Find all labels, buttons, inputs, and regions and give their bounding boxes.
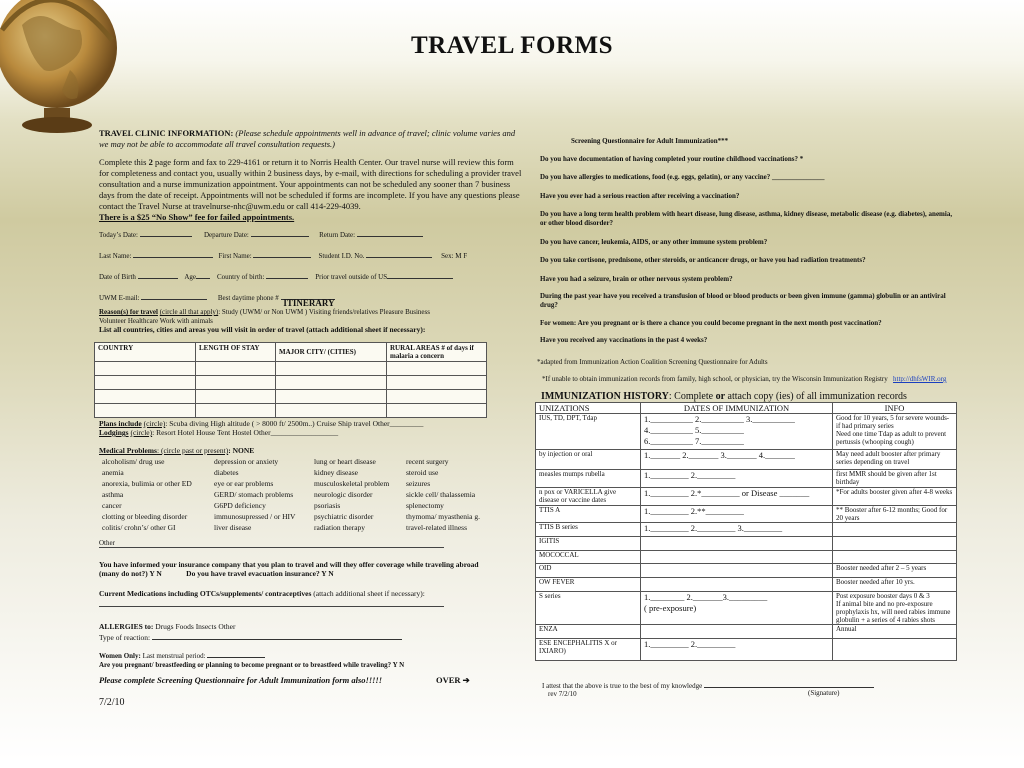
- lmp-label: Last menstrual period:: [140, 652, 206, 660]
- screening-question[interactable]: For women: Are you pregnant or is there a chance you could become pregnant in the next month post vaccination?: [540, 319, 882, 327]
- medical-label: Medical Problems: [99, 446, 157, 455]
- screening-question[interactable]: Have you had a seizure, brain or other nervous system problem?: [540, 275, 733, 283]
- immunization-name: by injection or oral: [536, 450, 641, 470]
- first-name-label: First Name:: [218, 252, 252, 260]
- immunization-row: [536, 578, 957, 592]
- immunization-name: TTIS B series: [536, 523, 641, 537]
- immunization-heading: [541, 391, 907, 402]
- medical-condition[interactable]: psoriasis: [314, 501, 341, 510]
- immunization-dates[interactable]: 1._______ 2._______ 3._______ 4._______: [641, 450, 833, 470]
- last-name-label: Last Name:: [99, 252, 132, 260]
- col-dates: DATES OF IMMUNIZATION: [641, 403, 833, 414]
- return-date-label: Return Date:: [319, 231, 356, 239]
- medical-condition[interactable]: immunosupressed / or HIV: [214, 512, 296, 521]
- prior-travel-field[interactable]: [387, 270, 453, 279]
- women-label: Women Only:: [99, 652, 141, 660]
- immunization-row: [536, 414, 957, 450]
- prior-travel-label: Prior travel outside of US: [315, 273, 388, 281]
- medical-none[interactable]: : NONE: [228, 446, 255, 455]
- screening-question[interactable]: Have you received any vaccinations in the past 4 weeks?: [540, 336, 708, 344]
- other-medical-line[interactable]: [99, 539, 444, 548]
- immunization-dates[interactable]: [641, 551, 833, 564]
- immunization-info: Annual: [833, 625, 957, 639]
- signature-field[interactable]: [704, 679, 874, 688]
- immunization-row: [536, 592, 957, 625]
- immunization-row: [536, 564, 957, 578]
- col-length-of-stay: LENGTH OF STAY: [196, 343, 276, 362]
- last-name-field[interactable]: [133, 249, 213, 258]
- medical-condition[interactable]: GERD/ stomach problems: [214, 490, 294, 499]
- immunization-info: [833, 537, 957, 551]
- immunization-info: [833, 639, 957, 661]
- medications-label: Current Medications including OTCs/supplements/ contraceptives: [99, 589, 312, 598]
- immunization-name: IGITIS: [536, 537, 641, 551]
- immunization-dates[interactable]: [641, 625, 833, 639]
- screening-question[interactable]: Do you take cortisone, prednisone, other steroids, or anticancer drugs, or have you had radiation treatments?: [540, 256, 866, 264]
- immunization-info: ** Booster after 6-12 months; Good for 20 years: [833, 506, 957, 523]
- reasons-options-2[interactable]: Volunteer Healthcare Work with animals: [99, 317, 213, 325]
- immunization-row: [536, 450, 957, 470]
- immunization-name: ESE ENCEPHALITIS X or IXIARO): [536, 639, 641, 661]
- medical-condition[interactable]: asthma: [102, 490, 124, 499]
- imm-heading-end: attach copy (ies) of all immunization records: [725, 391, 907, 402]
- immunization-info: [833, 551, 957, 564]
- screening-question[interactable]: Have you ever had a serious reaction after receiving a vaccination?: [540, 192, 740, 200]
- immunization-row: [536, 488, 957, 506]
- medical-condition[interactable]: cancer: [102, 501, 122, 510]
- return-date-field[interactable]: [357, 228, 423, 237]
- para-text-a: Complete this: [99, 157, 149, 167]
- medical-row: [100, 468, 500, 479]
- screening-reminder: Please complete Screening Questionnaire for Adult Immunization form also!!!!!: [99, 675, 383, 685]
- medications-note: (attach additional sheet if necessary):: [311, 589, 425, 598]
- medical-condition[interactable]: depression or anxiety: [214, 457, 279, 466]
- medical-row: [100, 457, 500, 468]
- medical-condition[interactable]: neurologic disorder: [314, 490, 373, 499]
- immunization-info: *For adults booster given after 4-8 weeks: [833, 488, 957, 506]
- immunization-row: [536, 537, 957, 551]
- clinic-info: [99, 128, 524, 150]
- departure-date-field[interactable]: [251, 228, 309, 237]
- medications: [99, 589, 444, 607]
- allergies: [99, 622, 409, 642]
- age-field[interactable]: [196, 270, 210, 279]
- personal-fields: [99, 228, 529, 303]
- para-text-b: page form and fax to 229-4161 or return it to Norris Health Center. Our travel nurse will review this form for completeness and contact you, usually within 2 business days, by e-mail, with directions for scheduling a provider travel consultation and a nurse immunization appointment. Your appointments can not be scheduled any sooner than 7 business days from the date of receipt. Appointments will not be scheduled if forms are incomplete. If you have any questions please contact the Travel Nurse at travelnurse-nhc@uwm.edu or call 414-229-4039.: [99, 157, 522, 211]
- medical-condition[interactable]: sickle cell/ thalassemia: [406, 490, 476, 499]
- medical-row: [100, 479, 500, 490]
- screening-question[interactable]: During the past year have you received a transfusion of blood or blood products or been given immune (gamma) globulin or an antiviral drug?: [540, 292, 946, 309]
- women-only: [99, 649, 529, 670]
- medical-condition[interactable]: kidney disease: [314, 468, 358, 477]
- clinic-heading: TRAVEL CLINIC INFORMATION:: [99, 128, 234, 138]
- sex-label[interactable]: Sex: M F: [441, 252, 468, 260]
- immunization-dates[interactable]: [641, 578, 833, 592]
- immunization-info: first MMR should be given after 1st birthday: [833, 470, 957, 488]
- immunization-row: [536, 551, 957, 564]
- medical-note: : (circle past or present): [156, 446, 229, 455]
- medical-condition[interactable]: seizures: [406, 479, 431, 488]
- col-rural-areas: RURAL AREAS # of days if malaria a concern: [387, 343, 487, 362]
- col-major-city: MAJOR CITY/ (CITIES): [276, 343, 387, 362]
- immunization-dates[interactable]: 1.__________ 2.__________ 3.__________ 4.__________ 5.__________ 6.__________ 7.__________: [641, 414, 833, 450]
- globe-illustration: [0, 0, 132, 145]
- medical-condition[interactable]: musculoskeletal problem: [314, 479, 390, 488]
- medical-condition[interactable]: diabetes: [214, 468, 239, 477]
- immunization-info: [833, 523, 957, 537]
- reaction-label: Type of reaction:: [99, 633, 151, 642]
- col-country: COUNTRY: [95, 343, 196, 362]
- immunization-dates[interactable]: 1._________ 2._________ 3._________: [641, 523, 833, 537]
- immunization-row: [536, 639, 957, 661]
- immunization-dates[interactable]: [641, 537, 833, 551]
- pregnant-question[interactable]: Are you pregnant/ breastfeeding or planning to become pregnant or to breastfeed while traveling? Y N: [99, 661, 405, 669]
- over-indicator: OVER ➔: [436, 675, 470, 685]
- screening-heading: Screening Questionnaire for Adult Immunization***: [571, 137, 729, 145]
- medical-condition[interactable]: liver disease: [214, 523, 252, 532]
- todays-date-label: Today’s Date:: [99, 231, 138, 239]
- medical-condition[interactable]: lung or heart disease: [314, 457, 376, 466]
- medical-row: [100, 490, 500, 501]
- immunization-name: n pox or VARICELLA give disease or vaccine dates: [536, 488, 641, 506]
- registry-note: [542, 375, 962, 384]
- medical-problems-table: [100, 457, 500, 534]
- country-birth-field[interactable]: [266, 270, 308, 279]
- allergies-options[interactable]: Drugs Foods Insects Other: [153, 622, 236, 631]
- reaction-field[interactable]: [152, 631, 402, 640]
- reasons-for-travel: [99, 308, 524, 326]
- medical-condition[interactable]: anorexia, bulimia or other ED: [102, 479, 192, 488]
- age-label: Age: [184, 273, 196, 281]
- immunization-row: [536, 470, 957, 488]
- immunization-row: [536, 506, 957, 523]
- registry-text: *If unable to obtain immunization records from family, high school, or physician, try the Wisconsin Immunization Registry: [542, 375, 888, 383]
- lodging-label: Lodgings: [99, 428, 129, 437]
- col-immunizations: UNIZATIONS: [536, 403, 641, 414]
- reasons-label: Reason(s) for travel: [99, 308, 158, 316]
- medical-condition[interactable]: travel-related illness: [406, 523, 468, 532]
- immunization-name: ENZA: [536, 625, 641, 639]
- immunization-table: [535, 402, 957, 661]
- itinerary-heading: ITINERARY: [283, 298, 335, 308]
- immunization-dates[interactable]: 1._________ 2._________: [641, 639, 833, 661]
- evacuation-question[interactable]: Do you have travel evacuation insurance? Y N: [186, 569, 334, 578]
- immunization-dates[interactable]: [641, 564, 833, 578]
- immunization-name: TTIS A: [536, 506, 641, 523]
- insurance-question: [99, 560, 529, 578]
- no-show-fee: There is a $25 “No Show” fee for failed appointments.: [99, 212, 295, 222]
- medical-condition[interactable]: radiation therapy: [314, 523, 366, 532]
- medical-condition[interactable]: anemia: [102, 468, 124, 477]
- col-info: INFO: [833, 403, 957, 414]
- phone-label: Best daytime phone #: [217, 294, 279, 302]
- immunization-info: Good for 10 years, 5 for severe wounds- if had primary series Need one time Tdap as adult to prevent pertussis (whooping cough): [833, 414, 957, 450]
- medications-field[interactable]: [99, 598, 444, 607]
- medical-condition[interactable]: steroid use: [406, 468, 439, 477]
- immunization-info: Booster needed after 2 – 5 years: [833, 564, 957, 578]
- immunization-dates[interactable]: 1.________ 2._______3._________ ( pre-exposure): [641, 592, 833, 625]
- revision: rev 7/2/10: [548, 690, 577, 698]
- plans-label: Plans include: [99, 419, 142, 428]
- first-name-field[interactable]: [253, 249, 311, 258]
- medical-condition[interactable]: eye or ear problems: [214, 479, 274, 488]
- medical-condition[interactable]: thymoma/ myasthenia g.: [406, 512, 480, 521]
- email-label: UWM E-mail:: [99, 294, 140, 302]
- medical-condition[interactable]: splenectomy: [406, 501, 444, 510]
- immunization-row: [536, 523, 957, 537]
- immunization-dates[interactable]: 1._________ 2.**_________: [641, 506, 833, 523]
- imm-heading-or: or: [715, 391, 726, 402]
- reasons-options[interactable]: : Study (UWM/ or Non UWM ) Visiting friends/relatives Pleasure Business: [218, 308, 430, 316]
- screening-question[interactable]: Do you have cancer, leukemia, AIDS, or any other immune system problem?: [540, 238, 768, 246]
- medical-row: [100, 501, 500, 512]
- immunization-info: Post exposure booster days 0 & 3 If animal bite and no pre-exposure prophylaxis hx, will need rabies immune globulin + a series of 4 rabies shots: [833, 592, 957, 625]
- immunization-name: IUS, TD, DPT, Tdap: [536, 414, 641, 450]
- registry-link[interactable]: http://dhfsWIR.org: [893, 375, 947, 383]
- lmp-field[interactable]: [207, 649, 265, 658]
- clinic-heading-note: (Please schedule appointments well in advance of travel; clinic volume varies and we may not be able to accommodate all travel consultation requests.): [99, 128, 516, 149]
- lodging-options[interactable]: : Resort Hotel House Tent Hostel Other__________________: [152, 428, 339, 437]
- imm-heading-bold: IMMUNIZATION HISTORY: [541, 391, 669, 402]
- immunization-name: OID: [536, 564, 641, 578]
- medical-row: [100, 523, 500, 534]
- allergies-label: ALLERGIES to:: [99, 622, 154, 631]
- immunization-name: S series: [536, 592, 641, 625]
- medical-condition[interactable]: clotting or bleeding disorder: [102, 512, 188, 521]
- medical-condition[interactable]: G6PD deficiency: [214, 501, 266, 510]
- student-id-field[interactable]: [366, 249, 432, 258]
- imm-heading-rest: : Complete: [668, 391, 716, 402]
- dob-label: Date of Birth: [99, 273, 136, 281]
- para-bold: 2: [148, 157, 153, 167]
- medical-condition[interactable]: psychiatric disorder: [314, 512, 374, 521]
- attest-text: I attest that the above is true to the best of my knowledge: [542, 682, 703, 690]
- form-date: 7/2/10: [99, 697, 125, 708]
- immunization-dates[interactable]: 1._________ 2._________: [641, 470, 833, 488]
- plans-note: (circle): [143, 419, 166, 428]
- screening-question[interactable]: Do you have a long term health problem with heart disease, lung disease, asthma, kidney disease, metabolic disease (e.g. diabetes), anemia, or other blood disorder?: [540, 210, 953, 227]
- clinic-paragraph: [99, 157, 522, 223]
- medical-condition[interactable]: recent surgery: [406, 457, 449, 466]
- immunization-info: Booster needed after 10 yrs.: [833, 578, 957, 592]
- itinerary-row[interactable]: [95, 404, 487, 418]
- medical-condition[interactable]: alcoholism/ drug use: [102, 457, 165, 466]
- country-birth-label: Country of birth:: [216, 273, 265, 281]
- reasons-note: (circle all that apply): [159, 308, 219, 316]
- plans-options[interactable]: : Scuba diving High altitude ( > 8000 ft/ 2500m..) Cruise Ship travel Other_________: [165, 419, 424, 428]
- plans-lodgings: [99, 419, 529, 437]
- immunization-row: [536, 625, 957, 639]
- insurance-line2[interactable]: (many do not?) Y N: [99, 569, 162, 578]
- itinerary-row[interactable]: [95, 362, 487, 376]
- immunization-name: measles mumps rubella: [536, 470, 641, 488]
- departure-date-label: Departure Date:: [203, 231, 249, 239]
- page-title: TRAVEL FORMS: [410, 32, 614, 59]
- medical-row: [100, 512, 500, 523]
- immunization-name: MOCOCCAL: [536, 551, 641, 564]
- immunization-dates[interactable]: 1._________ 2.*_________ or Disease _______: [641, 488, 833, 506]
- itinerary-instruction: List all countries, cities and areas you will visit in order of travel (attach additional sheet if necessary):: [99, 325, 426, 334]
- dob-field[interactable]: [138, 270, 178, 279]
- screening-question[interactable]: Do you have allergies to medications, food (e.g. eggs, gelatin), or any vaccine? _______________: [540, 173, 825, 181]
- medical-condition[interactable]: colitis/ crohn’s/ other GI: [102, 523, 176, 532]
- other-label: Other: [99, 539, 115, 547]
- student-id-label: Student I.D. No.: [318, 252, 365, 260]
- lodging-note: (circle): [130, 428, 153, 437]
- screening-question[interactable]: Do you have documentation of having completed your routine childhood vaccinations? *: [540, 155, 804, 163]
- itinerary-table: [94, 342, 487, 418]
- medical-problems-heading: [99, 446, 254, 455]
- insurance-line1: You have informed your insurance company that you plan to travel and will they offer coverage while traveling abroad: [99, 560, 479, 569]
- signature-label: (Signature): [808, 689, 840, 697]
- adapted-note: *adapted from Immunization Action Coalition Screening Questionnaire for Adults: [537, 358, 768, 366]
- itinerary-row[interactable]: [95, 390, 487, 404]
- immunization-info: May need adult booster after primary series depending on travel: [833, 450, 957, 470]
- itinerary-row[interactable]: [95, 376, 487, 390]
- immunization-name: OW FEVER: [536, 578, 641, 592]
- todays-date-field[interactable]: [140, 228, 192, 237]
